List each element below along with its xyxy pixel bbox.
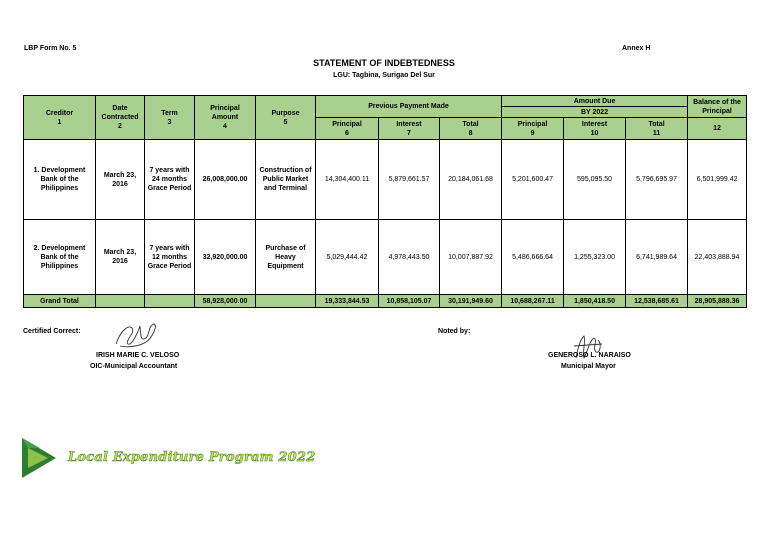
cell-prev-total: 10,007,887.92 [440, 220, 502, 295]
cell-due-interest: 1,255,323.00 [564, 220, 626, 295]
table-row [24, 220, 747, 295]
cell-due-interest: 595,095.50 [564, 140, 626, 220]
grand-total-row [24, 295, 747, 308]
cell-prev-interest: 4,978,443.50 [379, 220, 440, 295]
document-title: STATEMENT OF INDEBTEDNESS [313, 58, 455, 68]
cell-due-total: 6,741,989.64 [626, 220, 688, 295]
header-creditor: Creditor 1 [24, 96, 96, 140]
lgu-label: LGU: Tagbina, Surigao Del Sur [333, 72, 435, 79]
cell-prev-principal: 14,304,400.11 [316, 140, 379, 220]
cell-term: 7 years with 24 months Grace Period [145, 140, 195, 220]
cell-due-principal: 5,486,666.64 [502, 220, 564, 295]
grand-total-empty [96, 295, 145, 308]
header-by-year: BY 2022 [502, 107, 688, 118]
cell-date: March 23, 2016 [96, 220, 145, 295]
header-prev-principal: Principal 6 [316, 118, 379, 140]
program-name: Local Expenditure Program 2022 [68, 450, 316, 465]
grand-total-principal-amount: 58,928,000.00 [195, 295, 256, 308]
grand-total-due-principal: 10,688,267.11 [502, 295, 564, 308]
cell-principal-amount: 32,920,000.00 [195, 220, 256, 295]
cell-due-principal: 5,201,600.47 [502, 140, 564, 220]
grand-total-due-interest: 1,850,418.50 [564, 295, 626, 308]
cell-prev-principal: 5,029,444.42 [316, 220, 379, 295]
header-due-interest: Interest 10 [564, 118, 626, 140]
cell-prev-interest: 5,879,661.57 [379, 140, 440, 220]
annex-label: Annex H [622, 45, 651, 52]
cell-creditor: 2. Development Bank of the Philippines [24, 220, 96, 295]
cell-purpose: Construction of Public Market and Terminal [256, 140, 316, 220]
header-balance: Balance of the Principal [688, 96, 747, 118]
form-number: LBP Form No. 5 [24, 45, 77, 52]
header-due-total: Total 11 [626, 118, 688, 140]
cell-balance: 22,403,888.94 [688, 220, 747, 295]
header-previous-payment: Previous Payment Made [316, 96, 502, 118]
header-purpose: Purpose 5 [256, 96, 316, 140]
grand-total-prev-total: 30,191,949.60 [440, 295, 502, 308]
header-prev-total: Total 8 [440, 118, 502, 140]
header-due-principal: Principal 9 [502, 118, 564, 140]
header-amount-due: Amount Due [502, 96, 688, 107]
indebtedness-table [23, 95, 747, 308]
grand-total-empty [145, 295, 195, 308]
table-row [24, 140, 747, 220]
header-prev-interest: Interest 7 [379, 118, 440, 140]
grand-total-due-total: 12,538,685.61 [626, 295, 688, 308]
grand-total-label: Grand Total [24, 295, 96, 308]
header-principal-amount: Principal Amount 4 [195, 96, 256, 140]
noted-by-label: Noted by: [438, 328, 471, 335]
header-balance-num: 12 [688, 118, 747, 140]
signatory-2-position: Municipal Mayor [561, 363, 616, 370]
cell-balance: 6,501,999.42 [688, 140, 747, 220]
signatory-2-name: GENEROSO L. NARAISO [548, 352, 631, 359]
grand-total-balance: 28,905,888.36 [688, 295, 747, 308]
header-term: Term 3 [145, 96, 195, 140]
certified-correct-label: Certified Correct: [23, 328, 81, 335]
grand-total-prev-interest: 10,858,105.07 [379, 295, 440, 308]
cell-creditor: 1. Development Bank of the Philippines [24, 140, 96, 220]
signature-veloso [110, 318, 160, 350]
program-logo-icon [22, 436, 60, 480]
header-date-contracted: Date Contracted 2 [96, 96, 145, 140]
grand-total-prev-principal: 19,333,844.53 [316, 295, 379, 308]
signatory-1-position: OIC-Municipal Accountant [90, 363, 178, 370]
cell-purpose: Purchase of Heavy Equipment [256, 220, 316, 295]
cell-date: March 23, 2016 [96, 140, 145, 220]
grand-total-empty [256, 295, 316, 308]
cell-principal-amount: 26,008,000.00 [195, 140, 256, 220]
cell-due-total: 5,796,695.97 [626, 140, 688, 220]
signatory-1-name: IRISH MARIE C. VELOSO [96, 352, 180, 359]
cell-term: 7 years with 12 months Grace Period [145, 220, 195, 295]
cell-prev-total: 20,184,061.68 [440, 140, 502, 220]
